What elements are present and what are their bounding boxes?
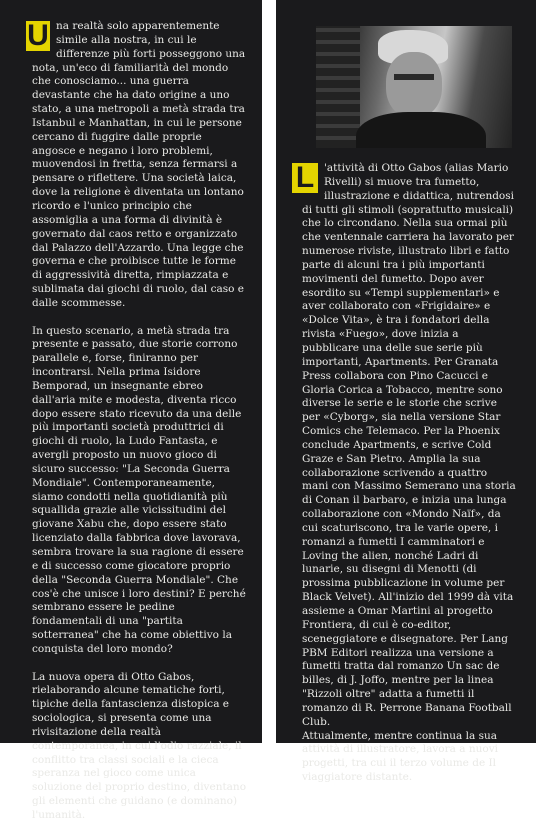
- synopsis-paragraph-3: La nuova opera di Otto Gabos, rielaborando alcune tematiche forti, tipiche della fantascienza distopica e sociologica, si presenta come una rivisitazione della realtà contemporanea, in cui l'odio razziale, il conflitto tra classi sociali e la cieca speranza nel gioco come unica soluzione del proprio destino, diventano gli elementi che guidano (e dominano) l'umanità.: [32, 670, 247, 821]
- bio-paragraph-2: Attualmente, mentre continua la sua attività di illustratore, lavora a nuovi progetti, tra cui il terzo volume de Il viaggiatore distante.: [302, 729, 498, 784]
- dropcap-l: L: [292, 163, 318, 193]
- photo-shoulders: [356, 112, 486, 148]
- paragraph-text: na realtà solo apparentemente simile alla nostra, in cui le differenze più forti posseggono una nota, un'eco di familiarità del mondo che conosciamo... una guerra devastante che ha dato origine a uno stato, a una metropoli a metà strada tra Istanbul e Manhattan, in cui le persone cercano di fuggire dalle proprie angosce e negano i loro problemi, muovendosi in fretta, senza fermarsi a pensare o riflettere. Una società laica, dove la religione è diventata un lontano ricordo e l'unico principio che assomiglia a una forma di divinità è governato dal caos retto e organizzato dal Palazzo dell'Azzardo. Una legge che governa e che proibisce tutte le forme di aggressività diretta, rimpiazzata e sublimata dai giochi di ruolo, dal caso e dalle scommesse.: [32, 20, 246, 309]
- synopsis-text: [27, 19, 248, 823]
- synopsis-paragraph-1: [27, 19, 248, 311]
- dropcap-u: U: [27, 19, 49, 52]
- author-photo: [316, 26, 512, 148]
- paragraph-text: 'attività di Otto Gabos (alias Mario Rivelli) si muove tra fumetto, illustrazione e didattica, nutrendosi di tutti gli stimoli (soprattutto musicali) che lo circondano. Nella sua ormai più che ventennale carriera ha lavorato per numerose riviste, illustrato libri e fatto parte di alcuni tra i più importanti movimenti del fumetto. Dopo aver esordito su «Tempi supplementari» e aver collaborato con «Frigidaire» e «Dolce Vita», è tra i fondatori della rivista «Fuego», dove inizia a pubblicare una delle sue serie più importanti, Apartments. Per Granata Press collabora con Pino Cacucci e Gloria Corica a Tobacco, mentre sono diverse le serie e le storie che scrive per «Cyborg», sia nella versione Star Comics che Telemaco. Per la Phoenix conclude Apartments, e scrive Cold Graze e San Pietro. Amplia la sua collaborazione scrivendo a quattro mani con Massimo Semerano una storia di Conan il barbaro, e inizia una lunga collaborazione con «Mondo Naïf», da cui scaturiscono, tra le varie opere, i romanzi a fumetti I camminatori e Loving the alien, nonché Ladri di lunarie, su disegni di Menotti (di prossima pubblicazione in volume per Black Velvet). All'inizio del 1999 dà vita assieme a Omar Martini al progetto Frontiera, di cui è co-editor, sceneggiatore e disegnatore. Per Lang PBM Editori realizza una versione a fumetti tratta dal romanzo Un sac de billes, di J. Joffo, mentre per la linea "Rizzoli oltre" adatta a fumetti il romanzo di R. Perrone Banana Football Club.: [302, 162, 516, 728]
- photo-face: [386, 52, 442, 118]
- photo-background-shelf: [316, 26, 360, 148]
- left-column: [0, 0, 262, 821]
- synopsis-paragraph-2: In questo scenario, a metà strada tra presente e passato, due storie corrono parallele e, forse, finiranno per incontrarsi. Nella prima Isidore Bemporad, un insegnante ebreo dall'aria mite e modesta, diventa ricco dopo essere stato ricevuto da una delle più importanti società produttrici di giochi di ruolo, la Ludo Fantasta, e avergli proposto un nuovo gioco di sicuro successo: "La Seconda Guerra Mondiale". Contemporaneamente, siamo condotti nella quotidianità più squallida grazie alle vicissitudini del giovane Xabu che, dopo essere stato licenziato dalla fabbrica dove lavorava, sembra trovare la sua ragione di essere e di successo come giocatore proprio della "Seconda Guerra Mondiale". Che cos'è che unisce i loro destini? E perché sembrano essere le pedine fondamentali di una "partita sotterranea" che ha come obiettivo la conquista del loro mondo?: [32, 324, 246, 655]
- biography-text: [295, 161, 516, 785]
- right-column: [276, 0, 536, 784]
- bio-paragraph-1: [295, 161, 516, 730]
- photo-glasses: [394, 74, 434, 80]
